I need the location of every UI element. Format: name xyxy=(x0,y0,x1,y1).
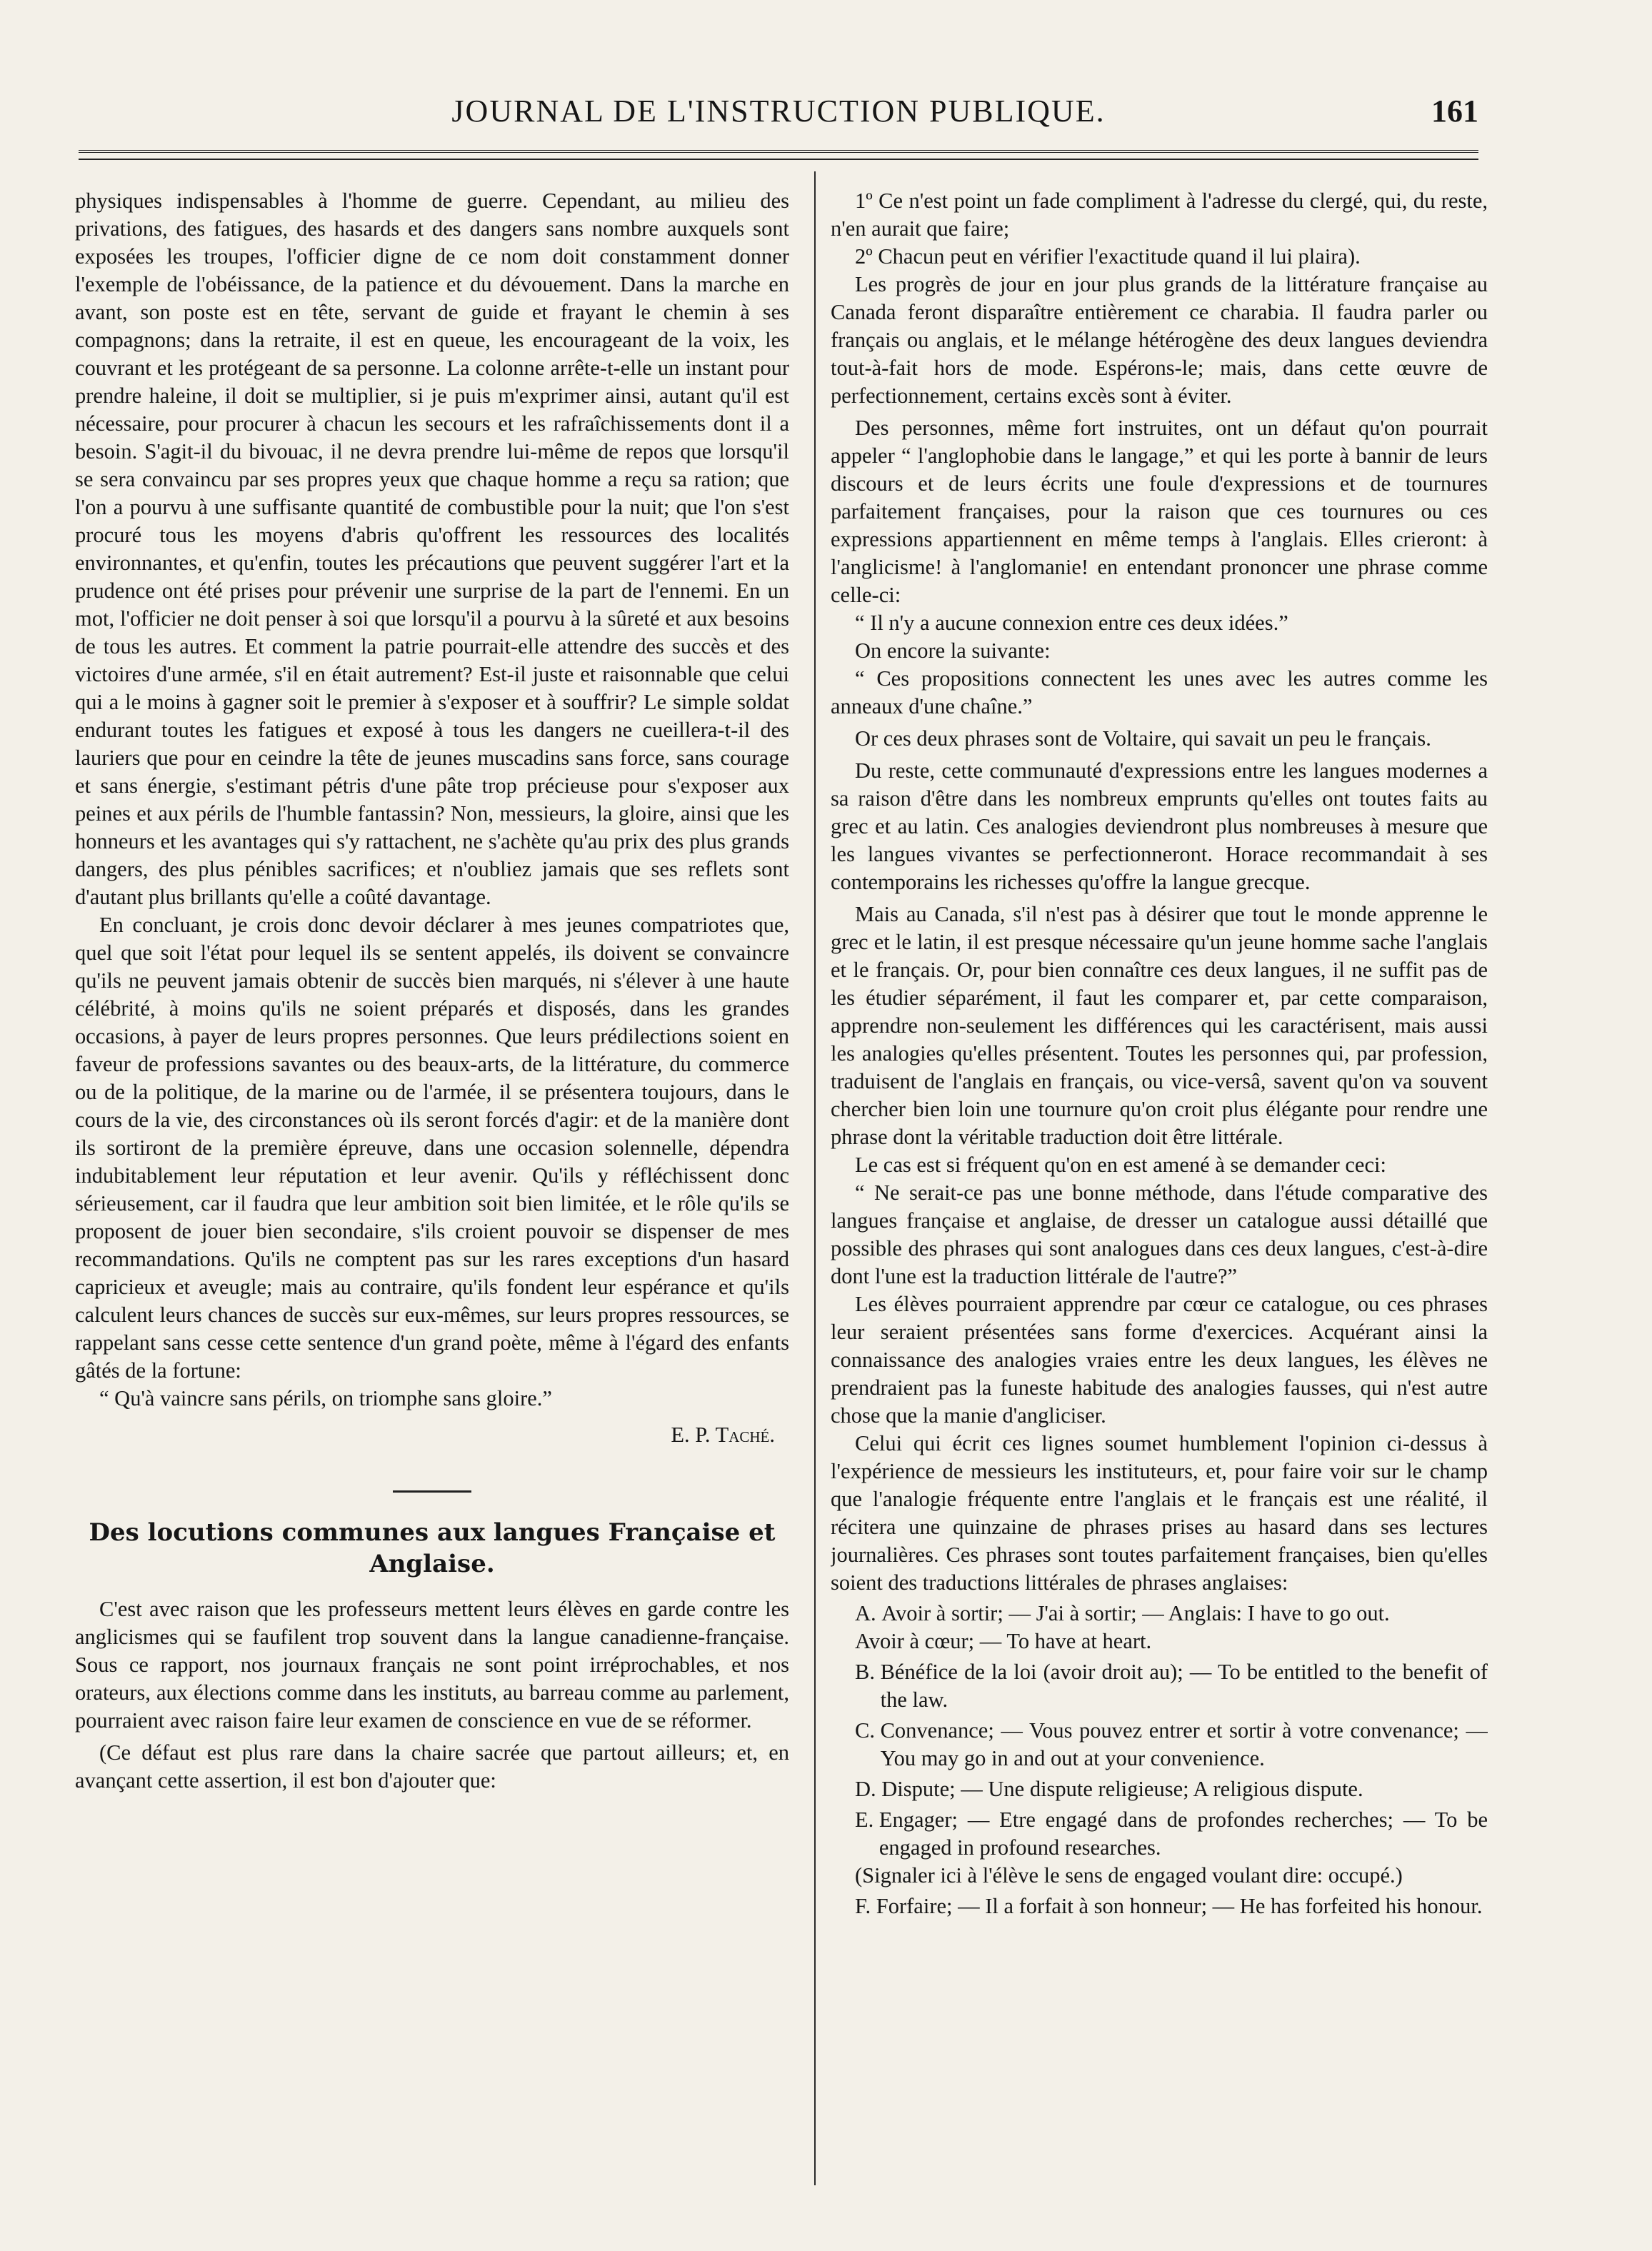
header-rule xyxy=(79,159,1478,160)
author-signature: E. P. Taché. xyxy=(671,1423,775,1447)
example-label: B. xyxy=(855,1660,881,1684)
paragraph: Les élèves pourraient apprendre par cœur ce catalogue, ou ces phrases leur seraient présentées sans forme d'exercices. Acquérant ainsi la connaissance des analogies vraies entre les deux langues, les élèves ne prendraient pas la funeste habitude des analogies fausses, qui n'est autre chose que la manie d'angliciser. xyxy=(831,1292,1488,1428)
example-text: Dispute; — Une dispute religieuse; A religious dispute. xyxy=(881,1777,1363,1801)
example-item xyxy=(831,1717,1488,1773)
paragraph: physiques indispensables à l'homme de guerre. Cependant, au milieu des privations, des fatigues, des hasards et des dangers sans nombre auxquels sont exposées les troupes, l'officier digne de ce nom doit constamment donner l'exemple de l'obéissance, de la patience et du dévouement. Dans la marche en avant, son poste est en tête, servant de guide et frayant le chemin à ses compagnons; dans la retraite, il est en queue, les encourageant de la voix, les couvrant et les protégeant de sa personne. La colonne arrête-t-elle un instant pour prendre haleine, il doit se multiplier, si je puis m'exprimer ainsi, autant qu'il est nécessaire, pour procurer à chacun les secours et les rafraîchissements dont il a besoin. S'agit-il du bivouac, il ne devra prendre lui-même de repos que lorsqu'il se sera convaincu par ses propres yeux que chaque homme a reçu sa ration; que l'on a pourvu à une suffisante quantité de combustible pour la nuit; que l'on s'est procuré tous les moyens d'abris qu'offrent les ressources des localités environnantes, et qu'enfin, toutes les précautions que peuvent suggérer l'art et la prudence ont été prises pour prévenir une surprise de la part de l'ennemi. En un mot, l'officier ne doit penser à soi que lorsqu'il a pourvu à la sûreté et aux besoins de tous les autres. Et comment la patrie pourrait-elle attendre des succès et des victoires d'une armée, s'il en était autrement? Est-il juste et raisonnable que celui qui a le moins à gagner soit le premier à s'exposer et à souffrir? Le simple soldat endurant toutes les fatigues et exposé à tous les dangers ne cueillera-t-il des lauriers que pour en ceindre la tête de jeunes muscadins sans force, sans courage et sans énergie, s'estimant pétris d'une pâte trop précieuse pour s'exposer aux peines et aux périls de l'humble fantassin? Non, messieurs, la gloire, ainsi que les honneurs et les avantages qui s'y rattachent, ne s'achète qu'au prix des plus grands dangers, des plus pénibles sacrifices; et n'oubliez jamais que ses reflets sont d'autant plus brillants qu'elle a coûté davantage. xyxy=(75,189,789,909)
example-label: A. xyxy=(855,1601,882,1625)
example-item xyxy=(831,1806,1488,1862)
paragraph: C'est avec raison que les professeurs mettent leurs élèves en garde contre les anglicismes qui se faufilent trop souvent dans la langue canadienne-française. Sous ce rapport, nos journaux français ne sont point irréprochables, et nos orateurs, aux élections comme dans les instituts, au barreau comme au parlement, pourraient avec raison faire leur examen de conscience en vue de se réformer. xyxy=(75,1597,789,1733)
example-label: C. xyxy=(855,1718,881,1743)
paragraph: Mais au Canada, s'il n'est pas à désirer que tout le monde apprenne le grec et le latin, il est presque nécessaire qu'un jeune homme sache l'anglais et le français. Or, pour bien connaître ces deux langues, il ne suffit pas de les étudier séparément, il faut les comparer et, par cette comparaison, apprendre non-seulement les différences qui les caractérisent, mais aussi les analogies qu'elles présentent. Toutes les personnes qui, par profession, traduisent de l'anglais en français, ou vice-versâ, savent qu'on va souvent chercher bien loin une tournure qu'on croit plus élégante pour rendre une phrase dont la véritable traduction doit être littérale. xyxy=(831,902,1488,1149)
example-label: F. xyxy=(855,1894,876,1918)
example-phrase: “ Ces propositions connectent les unes avec les autres comme les anneaux d'une chaîne.” xyxy=(831,666,1488,718)
example-label: D. xyxy=(855,1777,882,1801)
example-item xyxy=(831,1600,1488,1628)
example-text: Engager; — Etre engagé dans de profondes recherches; — To be engaged in profound researches. xyxy=(878,1808,1488,1860)
left-column xyxy=(75,187,789,2208)
example-item xyxy=(831,1658,1488,1714)
example-text: Avoir à cœur; — To have at heart. xyxy=(855,1629,1152,1653)
page-number: 161 xyxy=(1431,94,1478,129)
paragraph: (Ce défaut est plus rare dans la chaire sacrée que partout ailleurs; et, en avançant cette assertion, il est bon d'ajouter que: xyxy=(75,1740,789,1793)
paragraph: Celui qui écrit ces lignes soumet humblement l'opinion ci-dessus à l'expérience de messieurs les instituteurs, et, pour faire voir sur le champ que l'analogie fréquente entre l'anglais et le français est une réalité, il récitera une quinzaine de phrases prises au hasard dans ses lectures journalières. Ces phrases sont toutes parfaitement françaises, bien qu'elles soient des traductions littérales de phrases anglaises: xyxy=(831,1431,1488,1595)
paragraph: Les progrès de jour en jour plus grands de la littérature française au Canada feront disparaître entièrement ce charabia. Il faudra parler ou français ou anglais, et le mélange hétérogène des deux langues deviendra tout-à-fait hors de mode. Espérons-le; mais, dans cette œuvre de perfectionnement, certains excès sont à éviter. xyxy=(831,272,1488,408)
numbered-note: 2º Chacun peut en vérifier l'exactitude quand il lui plaira). xyxy=(855,244,1361,269)
example-text: Forfaire; — Il a forfait à son honneur; — He has forfeited his honour. xyxy=(876,1894,1483,1918)
paragraph: Du reste, cette communauté d'expressions entre les langues modernes a sa raison d'être dans les nombreux emprunts qu'elles ont toutes faits au grec et au latin. Ces analogies deviendront plus nombreuses à mesure que les langues vivantes se perfectionneront. Horace recommandait à ses contemporains les richesses qu'offre la langue grecque. xyxy=(831,758,1488,894)
verse-quote: “ Qu'à vaincre sans périls, on triomphe sans gloire.” xyxy=(99,1386,552,1410)
paragraph: On encore la suivante: xyxy=(855,638,1051,663)
numbered-note: 1º Ce n'est point un fade compliment à l'adresse du clergé, qui, du reste, n'en aurait que faire; xyxy=(831,189,1488,241)
example-label: E. xyxy=(855,1808,879,1832)
page-header xyxy=(79,93,1478,136)
header-double-rule xyxy=(79,150,1478,153)
paragraph: Or ces deux phrases sont de Voltaire, qui savait un peu le français. xyxy=(855,726,1431,751)
section-separator xyxy=(393,1490,471,1493)
paragraph: Des personnes, même fort instruites, ont un défaut qu'on pourrait appeler “ l'anglophobie dans le langage,” et qui les porte à bannir de leurs discours et de leurs écrits une foule d'expressions et de tournures parfaitement françaises, pour la raison que ces tournures ou ces expressions appartiennent en même temps à l'anglais. Elles crieront: à l'anglicisme! à l'anglomanie! en entendant prononcer une phrase comme celle-ci: xyxy=(831,416,1488,607)
column-divider xyxy=(814,171,816,2185)
paragraph: En concluant, je crois donc devoir déclarer à mes jeunes compatriotes que, quel que soit l'état pour lequel ils se sentent appelés, ils doivent se convaincre qu'ils ne peuvent jamais obtenir de succès bien marqués, ni s'élever à une haute célébrité, à moins qu'ils ne soient préparés et disposés, dans les grandes occasions, à payer de leurs propres personnes. Que leurs prédilections soient en faveur de professions savantes ou des beaux-arts, de la littérature, du commerce ou de la politique, de la marine ou de l'armée, il se présentera toujours, dans le cours de la vie, des circonstances où ils seront forcés d'agir: et de la manière dont ils sortiront de la première épreuve, dans une occasion solennelle, dépendra indubitablement leur réputation et leur avenir. Qu'ils y réfléchissent donc sérieusement, car il faudra que leur ambition soit bien limitée, et le rôle qu'ils se proposent de jouer bien secondaire, s'ils croient pouvoir se dispenser de mes recommandations. Qu'ils ne comptent pas sur les rares exceptions d'un hasard capricieux et aveugle; mais au contraire, qu'ils fondent leur espérance et qu'ils calculent leurs chances de succès sur eux-mêmes, sur leurs propres ressources, se rappelant sans cesse cette sentence d'un grand poète, même à l'égard des enfants gâtés de la fortune: xyxy=(75,913,789,1383)
running-title: JOURNAL DE L'INSTRUCTION PUBLIQUE. xyxy=(451,94,1106,129)
example-item xyxy=(831,1775,1488,1803)
example-note: (Signaler ici à l'élève le sens de engaged voulant dire: occupé.) xyxy=(855,1863,1403,1887)
example-item xyxy=(831,1892,1488,1920)
example-text: Convenance; — Vous pouvez entrer et sortir à votre convenance; — You may go in and out at your convenience. xyxy=(880,1718,1488,1770)
paragraph: “ Ne serait-ce pas une bonne méthode, dans l'étude comparative des langues française et anglaise, de dresser un catalogue aussi détaillé que possible des phrases qui sont analogues dans ces deux langues, c'est-à-dire dont l'une est la traduction littérale de l'autre?” xyxy=(831,1180,1488,1288)
example-text: Bénéfice de la loi (avoir droit au); — To be entitled to the benefit of the law. xyxy=(880,1660,1488,1712)
right-column xyxy=(831,187,1488,2208)
article-title: Des locutions communes aux langues Française et Anglaise. xyxy=(89,1518,776,1578)
paragraph: Le cas est si fréquent qu'on en est amené à se demander ceci: xyxy=(855,1153,1386,1177)
example-text: Avoir à sortir; — J'ai à sortir; — Anglais: I have to go out. xyxy=(881,1601,1390,1625)
example-phrase: “ Il n'y a aucune connexion entre ces deux idées.” xyxy=(855,611,1288,635)
